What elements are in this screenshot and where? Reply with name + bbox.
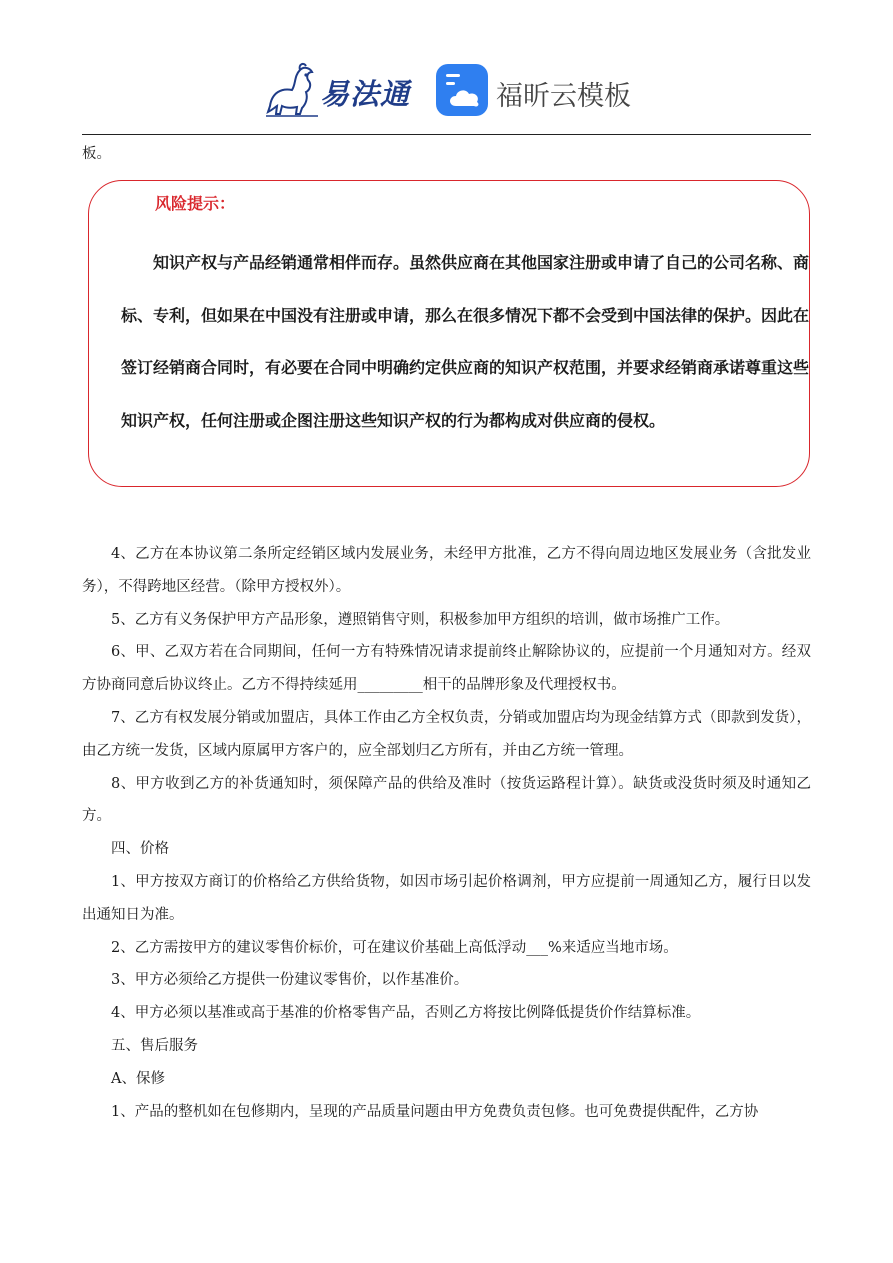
clause-paragraph: 3、甲方必须给乙方提供一份建议零售价，以作基准价。 [111,972,469,989]
subsection-heading: A、保修 [111,1070,165,1087]
logo-right-text: 福昕云模板 [496,81,631,112]
logo-left-text: 易法通 [320,77,411,111]
clause-paragraph: 6、甲、乙双方若在合同期间，任何一方有特殊情况请求提前终止解除协议的，应提前一个月通知对方。经双方协商同意后协议终止。乙方不得持续延用_________相干的品牌形象及代理授权书。 [82,644,811,694]
clause-paragraph: 1、甲方按双方商订的价格给乙方供给货物，如因市场引起价格调剂，甲方应提前一周通知乙方，履行日以发出通知日为准。 [82,873,811,923]
yifatong-logo [262,62,412,118]
risk-notice-body: 知识产权与产品经销通常相伴而存。虽然供应商在其他国家注册或申请了自己的公司名称、商标、专利，但如果在中国没有注册或申请，那么在很多情况下都不会受到中国法律的保护。因此在签订经销商合同时，有必要在合同中明确约定供应商的知识产权范围，并要求经销商承诺尊重这些知识产权，任何注册或企图注册这些知识产权的行为都构成对供应商的侵权。 [121,253,810,430]
contract-body [82,538,811,1128]
section-heading: 五、售后服务 [111,1037,198,1054]
carryover-text: 板。 [82,146,111,162]
clause-paragraph: 5、乙方有义务保护甲方产品形象，遵照销售守则，积极参加甲方组织的培训，做市场推广工作。 [111,611,730,628]
risk-notice-box [88,180,810,487]
cloud-template-icon [436,64,488,116]
clause-paragraph: 1、产品的整机如在包修期内，呈现的产品质量问题由甲方免费负责包修。也可免费提供配件，乙方协 [111,1103,759,1120]
header-divider [82,134,811,135]
clause-paragraph: 8、甲方收到乙方的补货通知时，须保障产品的供给及准时（按货运路程计算）。缺货或没货时须及时通知乙方。 [82,775,811,825]
xiezhi-mascot-icon [262,62,322,118]
section-heading: 四、价格 [111,841,169,858]
clause-paragraph: 4、乙方在本协议第二条所定经销区域内发展业务，未经甲方批准，乙方不得向周边地区发展业务（含批发业务），不得跨地区经营。（除甲方授权外）。 [82,546,811,595]
clause-paragraph: 2、乙方需按甲方的建议零售价标价，可在建议价基础上高低浮动___%来适应当地市场。 [111,939,678,956]
clause-paragraph: 4、甲方必须以基准或高于基准的价格零售产品，否则乙方将按比例降低提货价作结算标准。 [111,1005,701,1022]
clause-paragraph: 7、乙方有权发展分销或加盟店，具体工作由乙方全权负责，分销或加盟店均为现金结算方式（即款到发货），由乙方统一发货，区域内原属甲方客户的，应全部划归乙方所有，并由乙方统一管理。 [82,709,811,759]
risk-notice-title: 风险提示： [155,194,236,213]
page-header [0,58,893,122]
